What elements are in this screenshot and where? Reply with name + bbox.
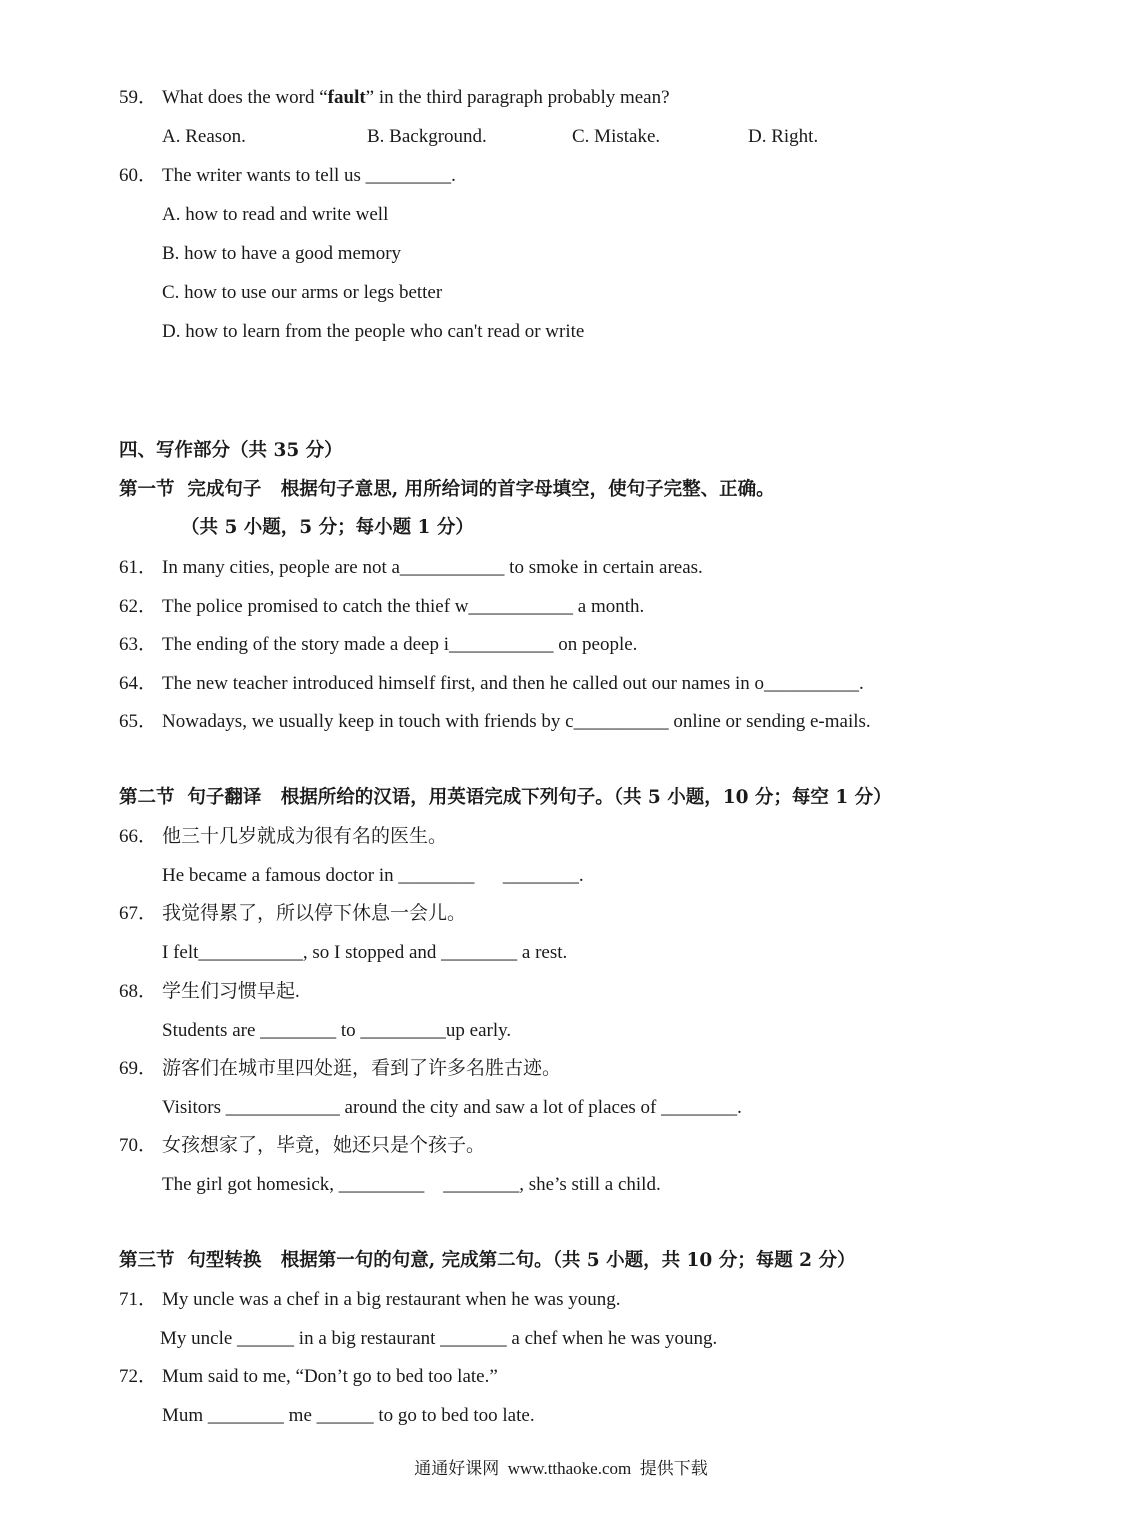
question-62-text: The police promised to catch the thief w___________ a month. <box>162 596 645 617</box>
question-66-english: He became a famous doctor in ________ ________. <box>162 865 584 886</box>
question-72-rewrite: Mum ________ me ______ to go to bed too late. <box>162 1405 535 1426</box>
question-60-stem: The writer wants to tell us _________. <box>162 165 456 186</box>
question-59-stem <box>162 86 670 110</box>
part-1-note: （共 5 小题，5 分；每小题 1 分） <box>181 517 474 538</box>
question-59-stem-before: What does the word “ <box>162 87 328 108</box>
question-66-chinese: 他三十几岁就成为很有名的医生。 <box>162 826 448 847</box>
question-59-keyword: fault <box>327 87 366 108</box>
part-2-title: 第二节 句子翻译 根据所给的汉语，用英语完成下列句子。（共 5 小题，10 分；每空 1 分） <box>119 787 892 808</box>
question-59-option-c: C. Mistake. <box>572 126 661 147</box>
question-71-rewrite: My uncle ______ in a big restaurant _______ a chef when he was young. <box>160 1328 718 1349</box>
question-59-stem-after: ” in the third paragraph probably mean? <box>365 87 670 108</box>
question-60-option-d: D. how to learn from the people who can't read or write <box>162 321 585 342</box>
question-59-option-b: B. Background. <box>367 126 487 147</box>
question-69-english: Visitors ____________ around the city and saw a lot of places of ________. <box>162 1097 742 1118</box>
question-71-number: 71． <box>119 1289 158 1310</box>
question-64-text: The new teacher introduced himself first, and then he called out our names in o__________. <box>162 673 864 694</box>
question-72-original: Mum said to me, “Don’t go to bed too late.” <box>162 1366 498 1387</box>
page-footer: 通通好课网 www.tthaoke.com 提供下载 <box>414 1459 708 1478</box>
question-65-number: 65． <box>119 711 158 732</box>
part-3-title: 第三节 句型转换 根据第一句的句意, 完成第二句。（共 5 小题，共 10 分；每题 2 分） <box>119 1250 856 1271</box>
section-4-title: 四、写作部分（共 35 分） <box>119 440 343 461</box>
question-70-chinese: 女孩想家了，毕竟，她还只是个孩子。 <box>162 1135 486 1156</box>
question-65-text: Nowadays, we usually keep in touch with friends by c__________ online or sending e-mails. <box>162 711 871 732</box>
question-59-option-d: D. Right. <box>748 126 819 147</box>
question-72-number: 72． <box>119 1366 158 1387</box>
question-68-english: Students are ________ to _________up early. <box>162 1020 512 1041</box>
question-60-option-a: A. how to read and write well <box>162 204 389 225</box>
question-67-english: I felt___________, so I stopped and ________ a rest. <box>162 942 568 963</box>
question-68-number: 68． <box>119 981 158 1002</box>
question-63-number: 63． <box>119 634 158 655</box>
question-60-number: 60． <box>119 165 158 186</box>
question-68-chinese: 学生们习惯早起. <box>162 981 300 1002</box>
question-62-number: 62． <box>119 596 158 617</box>
question-70-number: 70． <box>119 1135 158 1156</box>
question-59-number: 59． <box>119 87 158 108</box>
question-64-number: 64． <box>119 673 158 694</box>
question-60-option-b: B. how to have a good memory <box>162 243 402 264</box>
question-60-option-c: C. how to use our arms or legs better <box>162 282 443 303</box>
question-67-number: 67． <box>119 903 158 924</box>
question-63-text: The ending of the story made a deep i___________ on people. <box>162 634 638 655</box>
question-61-text: In many cities, people are not a___________ to smoke in certain areas. <box>162 557 703 578</box>
question-59-option-a: A. Reason. <box>162 126 246 147</box>
question-66-number: 66． <box>119 826 158 847</box>
question-70-english: The girl got homesick, _________ ________, she’s still a child. <box>162 1174 661 1195</box>
part-1-title: 第一节 完成句子 根据句子意思, 用所给词的首字母填空，使句子完整、正确。 <box>119 479 775 500</box>
question-71-original: My uncle was a chef in a big restaurant when he was young. <box>162 1289 621 1310</box>
question-69-chinese: 游客们在城市里四处逛，看到了许多名胜古迹。 <box>162 1058 562 1079</box>
question-61-number: 61． <box>119 557 158 578</box>
question-67-chinese: 我觉得累了，所以停下休息一会儿。 <box>162 903 467 924</box>
question-69-number: 69． <box>119 1058 158 1079</box>
